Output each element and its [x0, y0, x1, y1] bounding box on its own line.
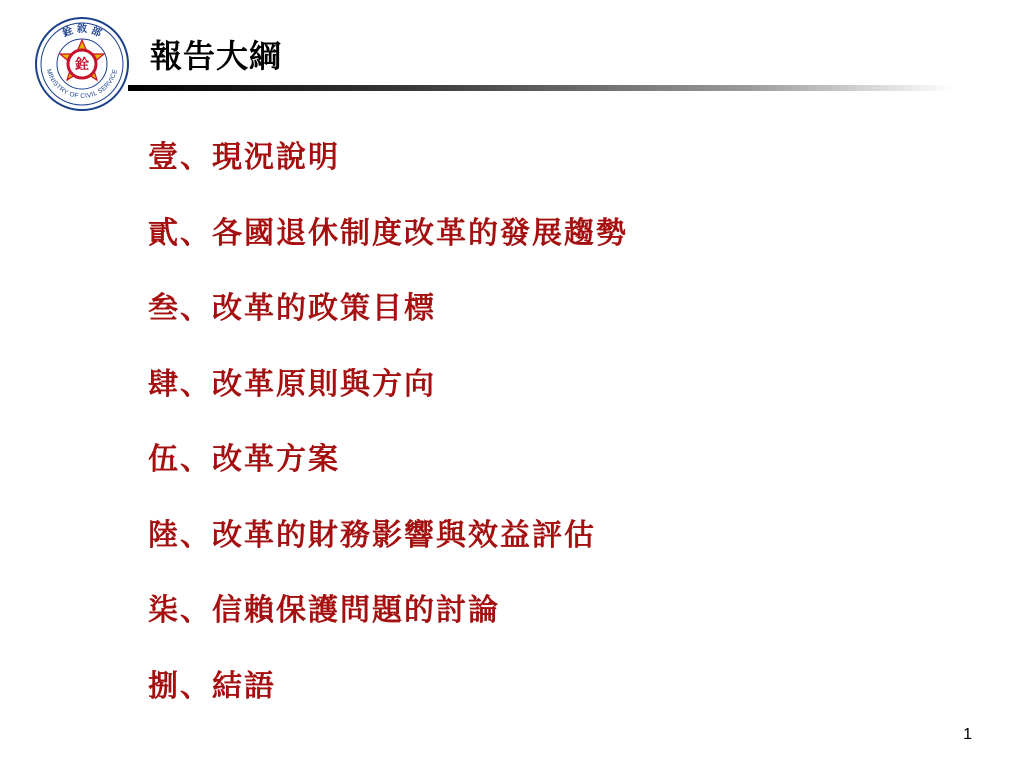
agenda-item: 陸、改革的財務影響與效益評估 — [148, 517, 596, 553]
agenda-item: 叁、改革的政策目標 — [148, 291, 436, 326]
agenda-list — [148, 138, 628, 742]
slide-title: 報告大綱 — [150, 37, 283, 75]
agenda-item: 壹、現況說明 — [148, 140, 340, 175]
agenda-item: 柒、信賴保護問題的討論 — [148, 593, 500, 628]
agenda-item: 伍、改革方案 — [148, 442, 340, 477]
page-number: 1 — [963, 726, 972, 743]
agenda-item: 貳、各國退休制度改革的發展趨勢 — [148, 215, 628, 251]
agenda-item: 捌、結語 — [148, 668, 276, 704]
seal-ring-text: MINISTRY OF CIVIL SERVICE — [44, 68, 120, 101]
seal-center-glyph: 銓 — [75, 57, 89, 73]
agenda-item: 肆、改革原則與方向 — [148, 366, 436, 402]
title-underline — [128, 85, 954, 91]
seal-icon — [34, 16, 130, 112]
seal-top-text: 銓 敘 部 — [61, 24, 103, 40]
